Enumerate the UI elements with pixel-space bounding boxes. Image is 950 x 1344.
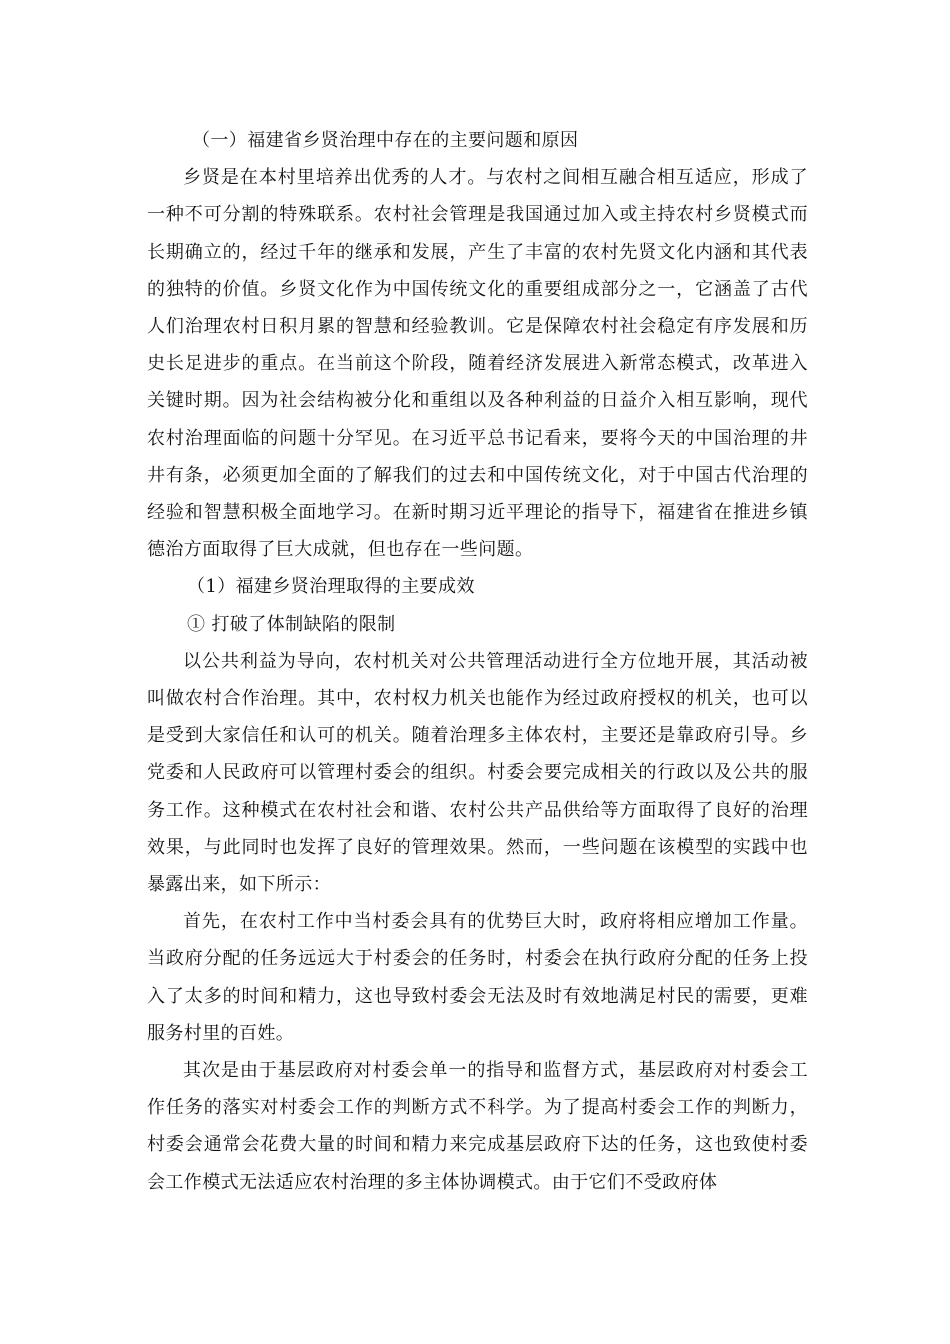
sub-subsection-heading: ① 打破了体制缺陷的限制 [187,613,396,635]
paragraph-second-point: 其次是由于基层政府对村委会单一的指导和监督方式，基层政府对村委会工作任务的落实对村委会工作的判断方式不科学。为了提高村委会工作的判断力，村委会通常会花费大量的时间和精力来完成基层政府下达的任务，这也致使村委会工作模式无法适应农村治理的多主体协调模式。由于它们不受政府体 [147,1060,808,1193]
paragraph-intro: 乡贤是在本村里培养出优秀的人才。与农村之间相互融合相互适应，形成了一种不可分割的特殊联系。农村社会管理是我国通过加入或主持农村乡贤模式而长期确立的，经过千年的继承和发展，产生了丰富的农村先贤文化内涵和其代表的独特的价值。乡贤文化作为中国传统文化的重要组成部分之一，它涵盖了古代人们治理农村日积月累的智慧和经验教训。它是保障农村社会稳定有序发展和历史长足进步的重点。在当前这个阶段，随着经济发展进入新常态模式，改革进入关键时期。因为社会结构被分化和重组以及各种利益的日益介入相互影响，现代农村治理面临的问题十分罕见。在习近平总书记看来，要将今天的中国治理的井井有条，必须更加全面的了解我们的过去和中国传统文化，对于中国古代治理的经验和智慧积极全面地学习。在新时期习近平理论的指导下，福建省在推进乡镇德治方面取得了巨大成就，但也存在一些问题。 [147,167,808,561]
document-body [147,122,808,1201]
paragraph-first-point: 首先，在农村工作中当村委会具有的优势巨大时，政府将相应增加工作量。当政府分配的任务远远大于村委会的任务时，村委会在执行政府分配的任务上投入了太多的时间和精力，这也导致村委会无法及时有效地满足村民的需要，更难服务村里的百姓。 [147,911,808,1044]
paragraph-cooperative-governance: 以公共利益为导向，农村机关对公共管理活动进行全方位地开展，其活动被叫做农村合作治理。其中，农村权力机关也能作为经过政府授权的机关，也可以是受到大家信任和认可的机关。随着治理多主体农村，主要还是靠政府引导。乡党委和人民政府可以管理村委会的组织。村委会要完成相关的行政以及公共的服务工作。这种模式在农村社会和谐、农村公共产品供给等方面取得了良好的治理效果，与此同时也发挥了良好的管理效果。然而，一些问题在该模型的实践中也暴露出来，如下所示： [147,650,808,896]
section-heading: （一）福建省乡贤治理中存在的主要问题和原因 [192,130,579,151]
subsection-heading: （1）福建乡贤治理取得的主要成效 [187,576,475,598]
